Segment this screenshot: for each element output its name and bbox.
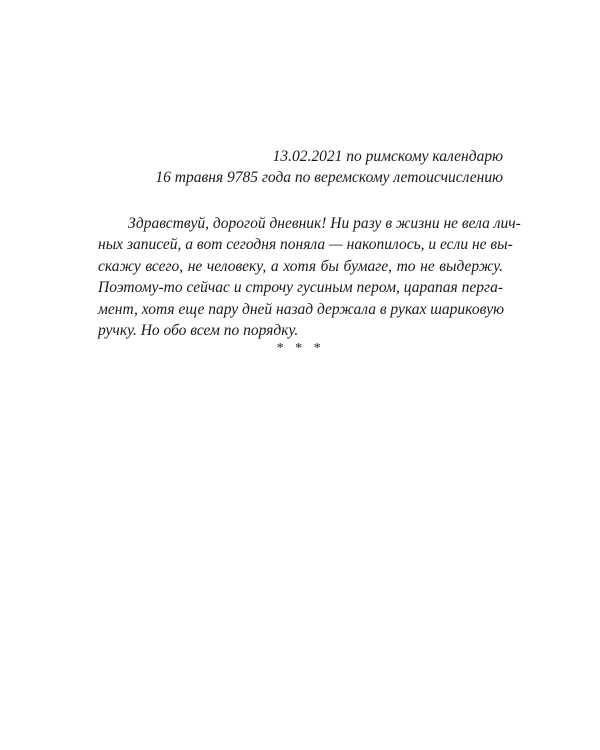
diary-entry-paragraph — [98, 213, 521, 341]
paragraph-line: мент, хотя еще пару дней назад держала в руках шариковую — [98, 300, 505, 318]
roman-calendar-date: 13.02.2021 по римскому календарю — [272, 148, 503, 165]
section-separator: * * * — [276, 341, 324, 356]
paragraph-line: ных записей, а вот сегодня поняла — накопилось, и если не вы- — [98, 236, 513, 254]
paragraph-line: ручку. Но обо всем по порядку. — [98, 322, 299, 340]
paragraph-line: Здравствуй, дорогой дневник! Ни разу в жизни не вела лич- — [128, 215, 521, 232]
date-header — [98, 146, 503, 188]
paragraph-line: Поэтому-то сейчас и строчу гусиным пером, царапая перга- — [98, 279, 503, 297]
veremsky-calendar-date: 16 травня 9785 года по веремскому летоисчислению — [155, 169, 503, 186]
paragraph-line: скажу всего, не человеку, а хотя бы бумаге, то не выдержу. — [98, 257, 503, 275]
